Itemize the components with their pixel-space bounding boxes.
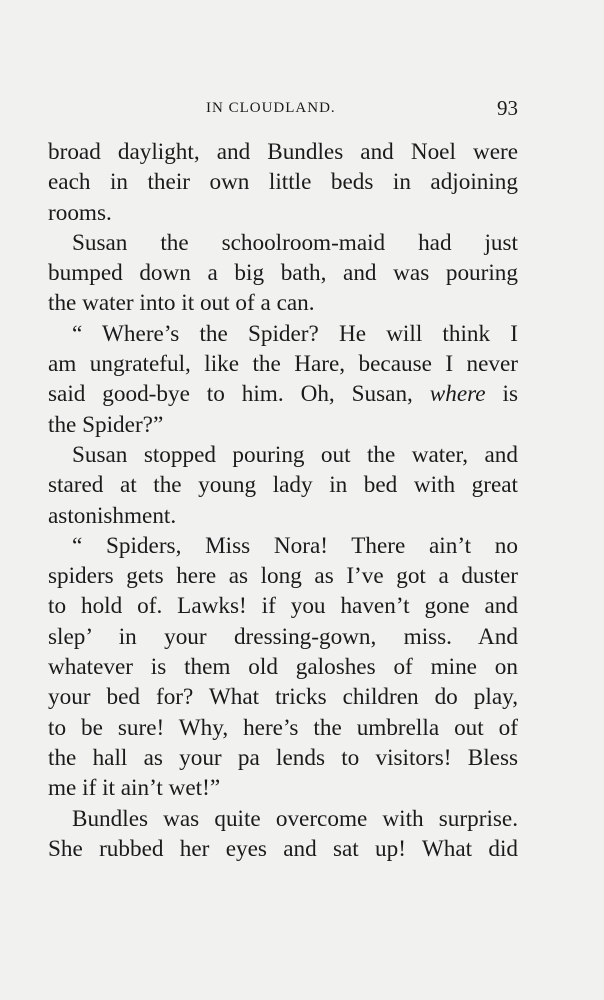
running-title: IN CLOUDLAND. [206, 100, 336, 116]
text-line: slep’ in your dressing-gown, miss. And [48, 623, 518, 650]
text-line: me if it ain’t wet!” [48, 775, 221, 802]
text-line: Susan the schoolroom-maid had just [72, 229, 518, 256]
body-text [48, 137, 518, 864]
text-line: the hall as your pa lends to visitors! Bless [48, 744, 518, 771]
text-line: to hold of. Lawks! if you haven’t gone and [48, 593, 518, 620]
text-line: astonishment. [48, 502, 177, 529]
text-line: stared at the young lady in bed with great [48, 472, 518, 499]
text-line: each in their own little beds in adjoining [48, 169, 518, 196]
text-line: your bed for? What tricks children do play, [48, 684, 518, 711]
page-number: 93 [497, 96, 518, 120]
text-line: to be sure! Why, here’s the umbrella out of [48, 714, 518, 741]
text-line: bumped down a big bath, and was pouring [48, 260, 518, 287]
text-line: the Spider?” [48, 411, 164, 438]
text-line: whatever is them old galoshes of mine on [48, 654, 518, 681]
text-line: broad daylight, and Bundles and Noel were [48, 139, 518, 165]
text-line: “ Spiders, Miss Nora! There ain’t no [72, 532, 518, 559]
text-line: said good-bye to him. Oh, Susan, where is [48, 381, 518, 408]
emphasized-word: where [429, 381, 486, 408]
text-line: rooms. [48, 199, 112, 226]
text-line: Susan stopped pouring out the water, and [72, 441, 518, 468]
text-line: Bundles was quite overcome with surprise. [72, 805, 518, 832]
text-line: She rubbed her eyes and sat up! What did [48, 835, 518, 862]
text-line: spiders gets here as long as I’ve got a duster [48, 563, 518, 590]
text-line: “ Where’s the Spider? He will think I [72, 320, 518, 347]
text-line: the water into it out of a can. [48, 290, 315, 317]
text-line: am ungrateful, like the Hare, because I never [48, 351, 518, 378]
